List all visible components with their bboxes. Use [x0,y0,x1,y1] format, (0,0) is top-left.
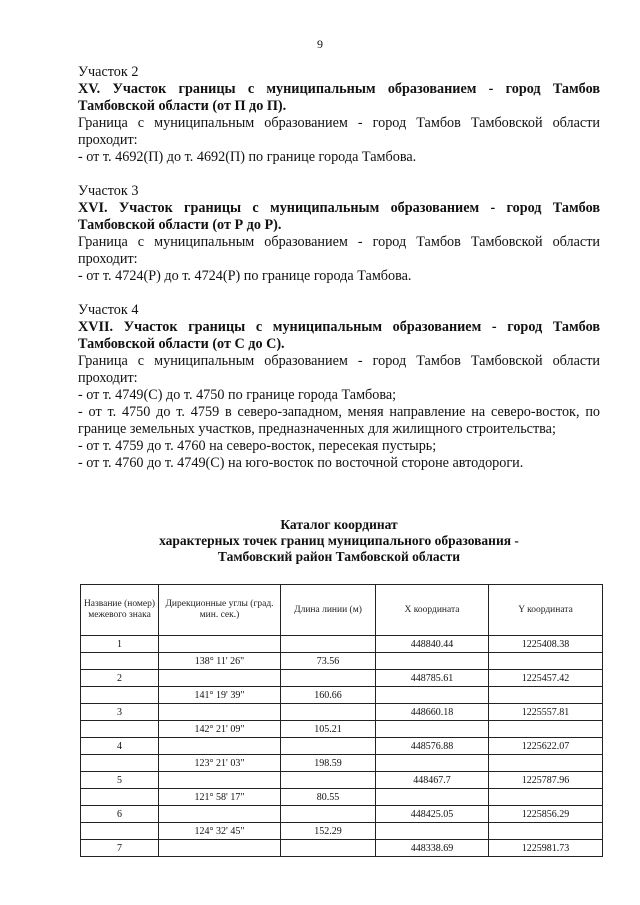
table-row [81,772,603,789]
cell-direction-angle: 142° 21' 09" [159,721,281,738]
cell-line-length: 198.59 [281,755,376,772]
cell-mark-name [81,721,159,738]
header-line-length: Длина линии (м) [281,585,376,636]
cell-line-length: 105.21 [281,721,376,738]
catalog-title-line: характерных точек границ муниципального образования - [159,533,519,548]
cell-line-length: 160.66 [281,687,376,704]
cell-mark-name: 2 [81,670,159,687]
table-row [81,840,603,857]
list-item: - от т. 4692(П) до т. 4692(П) по границе города Тамбова. [78,149,417,165]
cell-y-coordinate: 1225856.29 [489,806,603,823]
cell-y-coordinate: 1225622.07 [489,738,603,755]
section-2 [78,64,600,166]
section-number: Участок 4 [78,302,139,318]
section-heading: XVI. Участок границы с муниципальным образованием - город Тамбов Тамбовской области (от Р до Р). [78,200,600,233]
header-mark-name: Название (номер) межевого знака [81,585,159,636]
cell-mark-name: 1 [81,636,159,653]
cell-x-coordinate: 448660.18 [376,704,489,721]
list-item: - от т. 4749(С) до т. 4750 по границе города Тамбова; [78,387,397,403]
section-body: Граница с муниципальным образованием - город Тамбов Тамбовской области проходит: [78,115,600,148]
catalog-title-line: Тамбовский район Тамбовской области [217,549,461,564]
cell-x-coordinate [376,789,489,806]
header-y-coordinate: Y координата [489,585,603,636]
table-row [81,755,603,772]
section-body: Граница с муниципальным образованием - город Тамбов Тамбовской области проходит: [78,353,600,386]
cell-y-coordinate: 1225408.38 [489,636,603,653]
cell-mark-name [81,755,159,772]
cell-y-coordinate [489,687,603,704]
cell-mark-name: 3 [81,704,159,721]
cell-y-coordinate: 1225557.81 [489,704,603,721]
cell-line-length [281,840,376,857]
cell-y-coordinate [489,755,603,772]
cell-x-coordinate [376,823,489,840]
list-item: - от т. 4759 до т. 4760 на северо-восток, пересекая пустырь; [78,438,437,454]
table-row [81,704,603,721]
cell-mark-name [81,823,159,840]
cell-mark-name [81,789,159,806]
section-4 [78,302,600,472]
cell-direction-angle [159,772,281,789]
table-row [81,823,603,840]
cell-x-coordinate: 448467.7 [376,772,489,789]
cell-direction-angle [159,806,281,823]
table-row [81,670,603,687]
cell-line-length: 80.55 [281,789,376,806]
section-heading: XV. Участок границы с муниципальным образованием - город Тамбов Тамбовской области (от П до П). [78,81,600,114]
section-number: Участок 3 [78,183,139,199]
section-3 [78,183,600,285]
list-item: - от т. 4724(Р) до т. 4724(Р) по границе города Тамбова. [78,268,412,284]
cell-direction-angle [159,670,281,687]
header-x-coordinate: X координата [376,585,489,636]
cell-mark-name: 4 [81,738,159,755]
cell-direction-angle: 124° 32' 45" [159,823,281,840]
cell-direction-angle: 141° 19' 39" [159,687,281,704]
cell-x-coordinate [376,653,489,670]
table-row [81,789,603,806]
cell-line-length [281,738,376,755]
catalog-title [78,517,600,565]
table-row [81,653,603,670]
cell-x-coordinate: 448425.05 [376,806,489,823]
cell-line-length [281,636,376,653]
cell-line-length [281,772,376,789]
cell-y-coordinate [489,653,603,670]
table-row [81,687,603,704]
cell-direction-angle [159,738,281,755]
table-row [81,721,603,738]
cell-x-coordinate: 448576.88 [376,738,489,755]
cell-line-length [281,670,376,687]
cell-direction-angle: 123° 21' 03" [159,755,281,772]
section-number: Участок 2 [78,64,139,80]
cell-direction-angle [159,704,281,721]
cell-line-length: 152.29 [281,823,376,840]
table-row [81,738,603,755]
cell-x-coordinate [376,755,489,772]
list-item: - от т. 4750 до т. 4759 в северо-западном, меняя направление на северо-восток, по границе земельных участков, предназначенных для жилищного строительства; [78,404,600,437]
cell-x-coordinate: 448840.44 [376,636,489,653]
table-row [81,806,603,823]
cell-line-length: 73.56 [281,653,376,670]
section-heading: XVII. Участок границы с муниципальным образованием - город Тамбов Тамбовской области (от С до С). [78,319,600,352]
cell-line-length [281,806,376,823]
cell-y-coordinate: 1225457.42 [489,670,603,687]
section-body: Граница с муниципальным образованием - город Тамбов Тамбовской области проходит: [78,234,600,267]
cell-y-coordinate: 1225981.73 [489,840,603,857]
cell-direction-angle: 121° 58' 17" [159,789,281,806]
list-item: - от т. 4760 до т. 4749(С) на юго-восток по восточной стороне автодороги. [78,455,524,471]
cell-direction-angle: 138° 11' 26" [159,653,281,670]
cell-direction-angle [159,636,281,653]
cell-mark-name: 7 [81,840,159,857]
cell-direction-angle [159,840,281,857]
page-number: 9 [317,37,323,51]
cell-x-coordinate [376,721,489,738]
cell-mark-name [81,653,159,670]
header-direction-angle: Дирекционные углы (град. мин. сек.) [159,585,281,636]
cell-mark-name [81,687,159,704]
cell-y-coordinate [489,789,603,806]
cell-x-coordinate [376,687,489,704]
document-body [78,64,600,489]
catalog-title-line: Каталог координат [280,517,398,532]
table-header-row [81,585,603,636]
cell-mark-name: 6 [81,806,159,823]
cell-x-coordinate: 448785.61 [376,670,489,687]
cell-y-coordinate: 1225787.96 [489,772,603,789]
coordinates-table [80,584,603,857]
table-row [81,636,603,653]
cell-x-coordinate: 448338.69 [376,840,489,857]
cell-y-coordinate [489,823,603,840]
cell-line-length [281,704,376,721]
cell-mark-name: 5 [81,772,159,789]
cell-y-coordinate [489,721,603,738]
